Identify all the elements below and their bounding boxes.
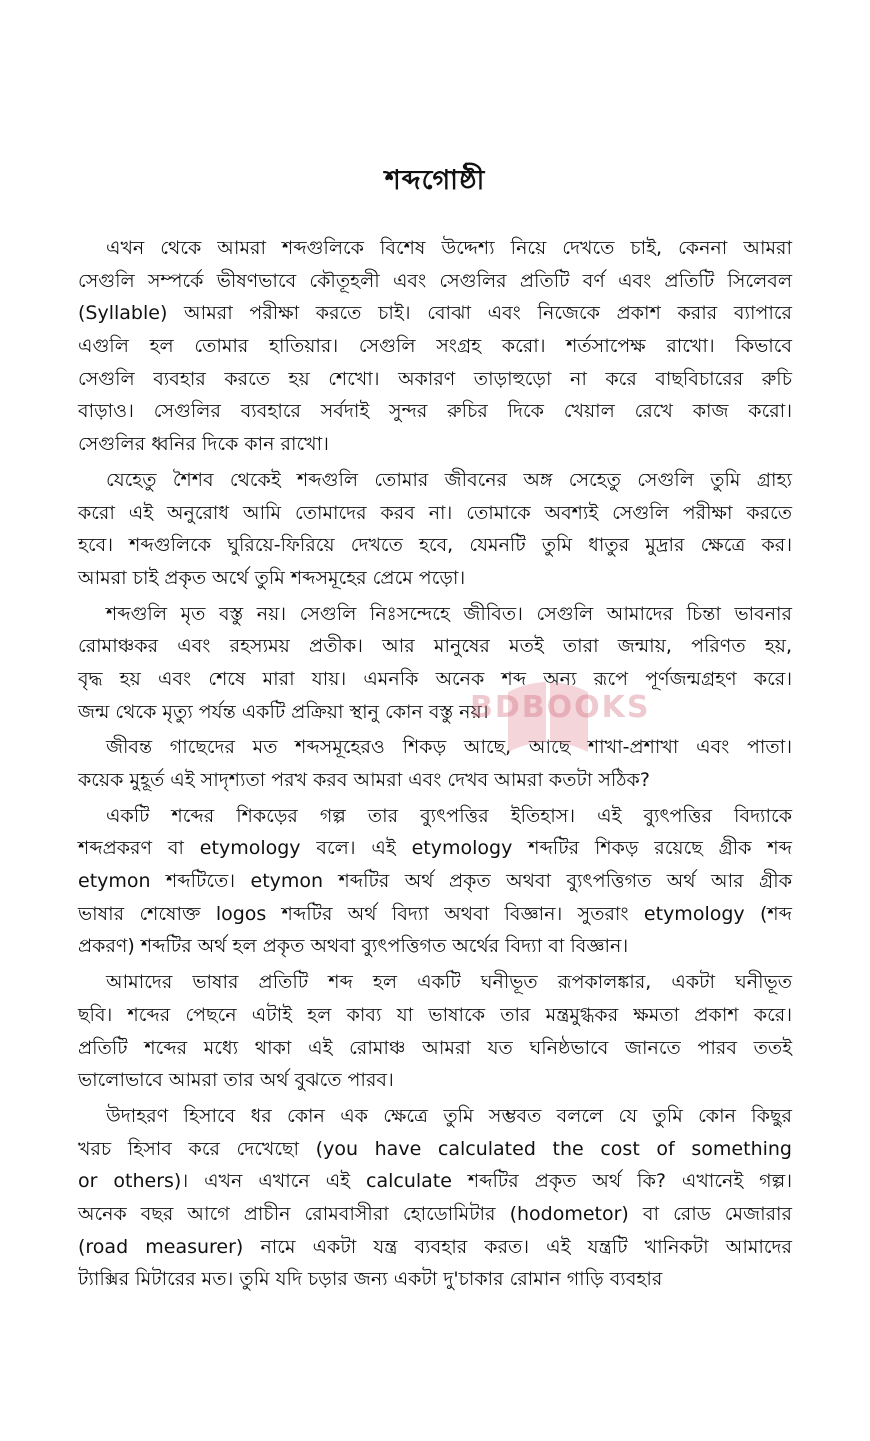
text-line: আমাদের ভাষার প্রতিটি শব্দ হল একটি ঘনীভূত রূপকালঙ্কার, একটা ঘনীভূত [106, 971, 792, 994]
chapter-title: শব্দগোষ্ঠী [384, 165, 486, 196]
text-line: এখন থেকে আমরা শব্দগুলিকে বিশেষ উদ্দেশ্য নিয়ে দেখতে চাই, কেননা আমরা [106, 237, 792, 259]
paragraph [78, 1100, 792, 1296]
text-line: প্রতিটি শব্দের মধ্যে থাকা এই রোমাঞ্চ আমরা যত ঘনিষ্ঠভাবে জানতে পারব ততই [78, 1036, 792, 1059]
paragraph [78, 464, 792, 595]
text-line: সেগুলি সম্পর্কে ভীষণভাবে কৌতূহলী এবং সেগুলির প্রতিটি বর্ণ এবং প্রতিটি সিলেবল [78, 269, 792, 292]
text-line: (road measurer) নামে একটা যন্ত্র ব্যবহার করত। এই যন্ত্রটি খানিকটা আমাদের [78, 1235, 792, 1258]
text-line: or others)। এখন এখানে এই calculate শব্দটির প্রকৃত অর্থ কি? এখানেই গল্প। [78, 1170, 792, 1193]
text-line: উদাহরণ হিসাবে ধর কোন এক ক্ষেত্রে তুমি সম্ভবত বললে যে তুমি কোন কিছুর [106, 1104, 792, 1127]
paragraph [78, 731, 792, 796]
text-line: করো এই অনুরোধ আমি তোমাদের করব না। তোমাকে অবশ্যই সেগুলি পরীক্ষা করতে [78, 501, 792, 524]
paragraph [78, 598, 792, 729]
text-line: ভাষার শেষোক্ত logos শব্দটির অর্থ বিদ্যা অথবা বিজ্ঞান। সুতরাং etymology (শব্দ [78, 902, 792, 925]
text-line: রোমাঞ্চকর এবং রহস্যময় প্রতীক। আর মানুষের মতই তারা জন্মায়, পরিণত হয়, [78, 635, 792, 658]
text-line: অনেক বছর আগে প্রাচীন রোমবাসীরা হোডোমিটার (hodometor) বা রোড মেজারার [78, 1202, 792, 1225]
text-line: বাড়াও। সেগুলির ব্যবহারে সর্বদাই সুন্দর রুচির দিকে খেয়াল রেখে কাজ করো। [78, 400, 792, 423]
text-line: শব্দগুলি মৃত বস্তু নয়। সেগুলি নিঃসন্দেহে জীবিত। সেগুলি আমাদের চিন্তা ভাবনার [106, 602, 792, 625]
text-line: ট্যাক্সির মিটারের মত। তুমি যদি চড়ার জন্য একটা দু'চাকার রোমান গাড়ি ব্যবহার [78, 1268, 663, 1291]
text-line: কয়েক মুহূর্ত এই সাদৃশ্যতা পরখ করব আমরা এবং দেখব আমরা কতটা সঠিক? [78, 769, 650, 791]
paragraph [78, 800, 792, 963]
paragraph [78, 966, 792, 1097]
text-line: প্রকরণ) শব্দটির অর্থ হল প্রকৃত অথবা ব্যুৎপত্তিগত অর্থের বিদ্যা বা বিজ্ঞান। [78, 935, 629, 958]
text-line: জন্ম থেকে মৃত্যু পর্যন্ত একটি প্রক্রিয়া স্থানু কোন বস্তু নয়। [78, 700, 489, 723]
text-line: ভালোভাবে আমরা তার অর্থ বুঝতে পারব। [78, 1069, 394, 1092]
text-line: বৃদ্ধ হয় এবং শেষে মারা যায়। এমনকি অনেক শব্দ অন্য রূপে পূর্ণজন্মগ্রহণ করে। [78, 667, 792, 690]
watermark-text: BDBOOKS [470, 690, 651, 725]
body-text [78, 232, 792, 1299]
text-line: যেহেতু শৈশব থেকেই শব্দগুলি তোমার জীবনের অঙ্গ সেহেতু সেগুলি তুমি গ্রাহ্য [106, 468, 792, 491]
text-line: ছবি। শব্দের পেছনে এটাই হল কাব্য যা ভাষাকে তার মন্ত্রমুগ্ধকর ক্ষমতা প্রকাশ করে। [78, 1003, 792, 1026]
text-line: etymon শব্দটিতে। etymon শব্দটির অর্থ প্রকৃত অথবা ব্যুৎপত্তিগত অর্থ আর গ্রীক [78, 870, 792, 893]
text-line: সেগুলি ব্যবহার করতে হয় শেখো। অকারণ তাড়াহুড়ো না করে বাছবিচারের রুচি [78, 367, 792, 390]
text-line: জীবন্ত গাছেদের মত শব্দসমূহেরও শিকড় আছে, আছে শাখা-প্রশাখা এবং পাতা। [106, 736, 792, 759]
text-line: খরচ হিসাব করে দেখেছো (you have calculated the cost of something [78, 1137, 792, 1160]
paragraph [78, 232, 792, 461]
text-line: হবে। শব্দগুলিকে ঘুরিয়ে-ফিরিয়ে দেখতে হবে, যেমনটি তুমি ধাতুর মুদ্রার ক্ষেত্রে কর। [78, 534, 792, 557]
text-line: একটি শব্দের শিকড়ের গল্প তার ব্যুৎপত্তির ইতিহাস। এই ব্যুৎপত্তির বিদ্যাকে [106, 804, 792, 827]
text-line: (Syllable) আমরা পরীক্ষা করতে চাই। বোঝা এবং নিজেকে প্রকাশ করার ব্যাপারে [78, 302, 792, 325]
text-line: আমরা চাই প্রকৃত অর্থে তুমি শব্দসমূহের প্রেমে পড়ো। [78, 566, 466, 589]
text-line: শব্দপ্রকরণ বা etymology বলে। এই etymology শব্দটির শিকড় রয়েছে গ্রীক শব্দ [78, 837, 792, 860]
text-line: এগুলি হল তোমার হাতিয়ার। সেগুলি সংগ্রহ করো। শর্তসাপেক্ষ রাখো। কিভাবে [78, 335, 792, 358]
text-line: সেগুলির ধ্বনির দিকে কান রাখো। [78, 433, 329, 456]
